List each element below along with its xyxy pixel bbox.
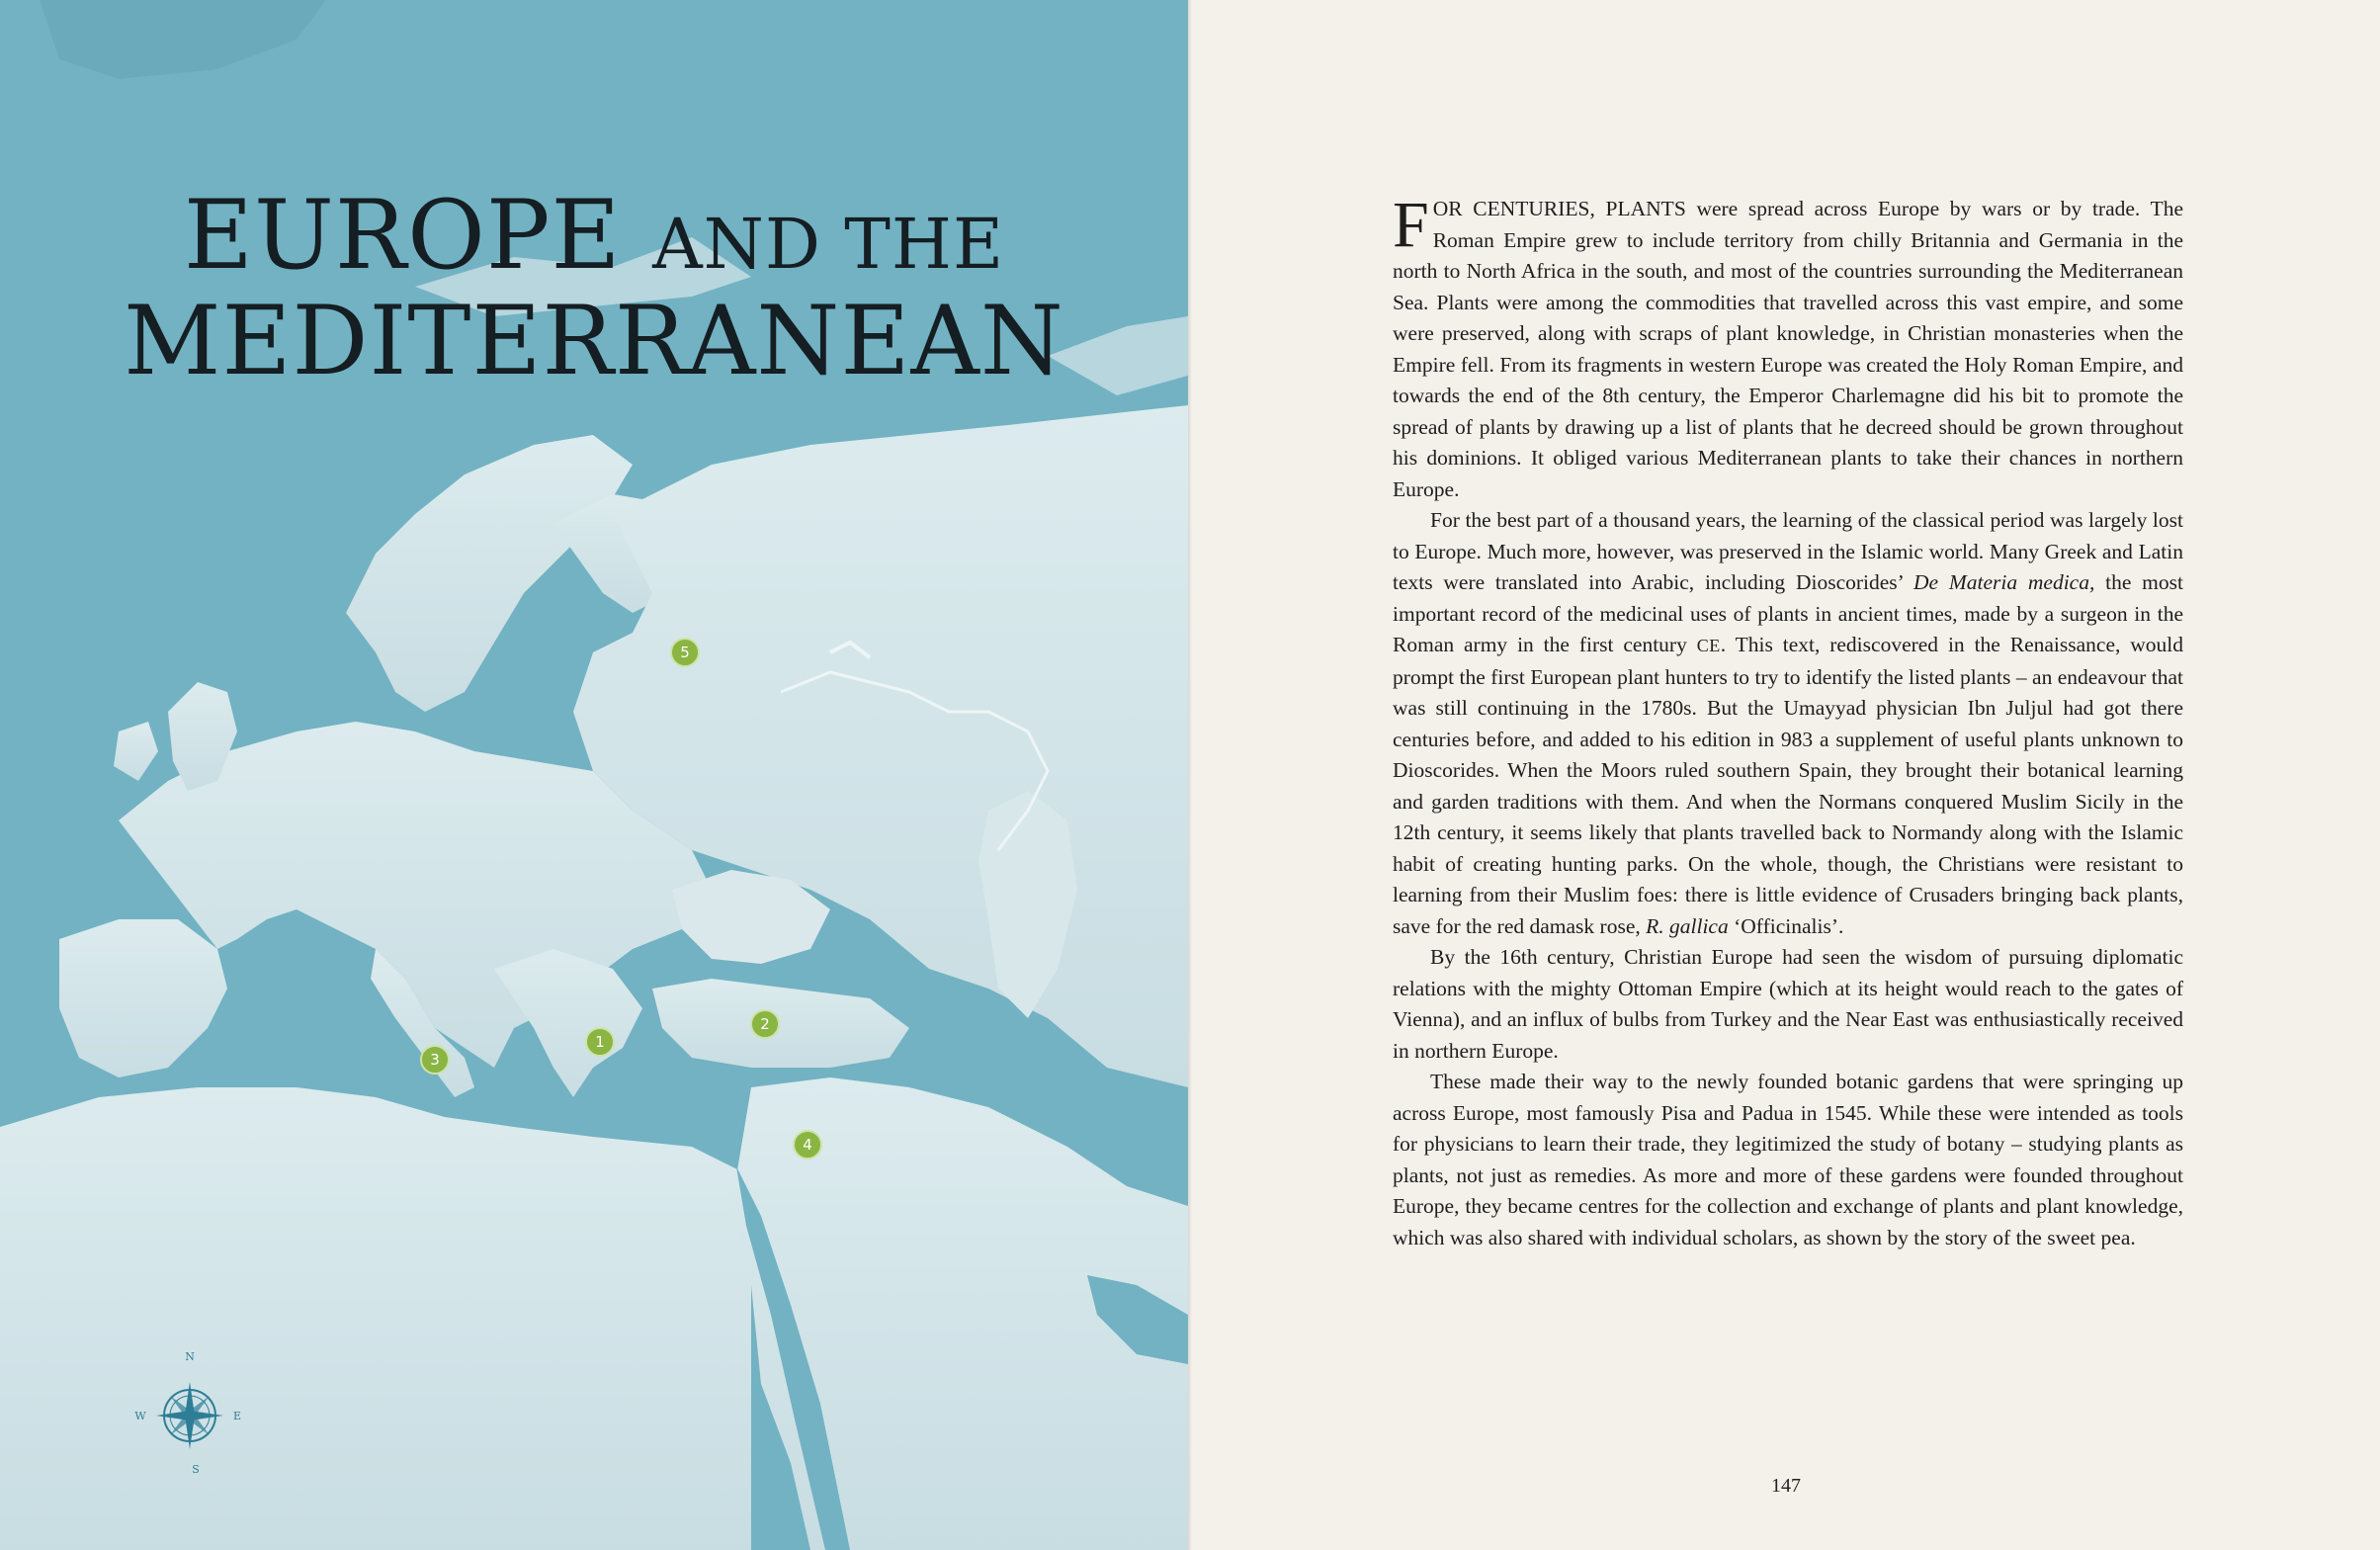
paragraph-2-part-b: the most important record of the medicinal uses of plants in ancient times, made by a surgeon in the Roman army in the first century [1393,570,2183,656]
book-title-italic: De Materia medica, [1913,570,2095,594]
era-abbreviation: CE [1696,636,1721,655]
text-page [1192,0,2380,1550]
map-marker-3: 3 [420,1045,450,1075]
page-title [0,180,1188,396]
map-marker-1: 1 [585,1027,615,1057]
map-marker-5: 5 [670,638,700,667]
paragraph-1 [1393,189,2183,505]
map-page [0,0,1188,1550]
paragraph-2 [1393,505,2183,942]
body-text [1393,189,2183,1253]
compass-east-label: E [232,1410,242,1422]
title-main-word: EUROPE [183,180,622,291]
compass-rose-icon [132,1342,251,1491]
paragraph-1-lead: OR CENTURIES, PLANTS [1432,197,1686,220]
map-marker-2: 2 [750,1009,780,1039]
paragraph-2-part-d: ‘Officinalis’. [1728,913,1844,938]
paragraph-2-part-c: . This text, rediscovered in the Renaissance, would prompt the first European plant hunters to try to identify the listed plants – an endeavour that was still continuing in the 1780s. But the Umayyad physician Ibn Juljul had got there centuries before, and added to his edition in 983 a supplement of useful plants unknown to Dioscorides. When the Moors ruled southern Spain, they brought their botanical learning and garden traditions with them. And when the Normans conquered Muslim Sicily in the 12th century, it seems likely that plants travelled back to Normandy along with the Islamic habit of creating hunting parks. On the whole, though, the Christians were resistant to learning from their Muslim foes: there is little evidence of Crusaders bringing back plants, save for the red damask rose, [1393,633,2183,938]
paragraph-2-part-a: For the best part of a thousand years, the learning of the classical period was largely lost to Europe. Much more, however, was preserved in the Islamic world. Many Greek and Latin texts were translated into Arabic, including Dioscorides’ [1393,508,2183,594]
species-name-italic: R. gallica [1646,913,1729,938]
paragraph-3: By the 16th century, Christian Europe had seen the wisdom of pursuing diplomatic relations with the mighty Ottoman Empire (which at its height would reach to the gates of Vienna), and an influx of bulbs from Turkey and the Near East was enthusiastically received in northern Europe. [1393,945,2183,1063]
title-line-2: MEDITERRANEAN [124,286,1064,396]
drop-cap: F [1393,189,1429,261]
page-number: 147 [1771,1475,1801,1497]
paragraph-1-body: were spread across Europe by wars or by trade. The Roman Empire grew to include territory from chilly Britannia and Germania in the north to North Africa in the south, and most of the countries surrounding the Mediterranean Sea. Plants were among the commodities that travelled across this vast empire, and some were preserved, along with scraps of plant knowledge, in Christian monasteries when the Empire fell. From its fragments in western Europe was created the Holy Roman Empire, and towards the end of the 8th century, the Emperor Charlemagne did his bit to promote the spread of plants by drawing up a list of plants that he decreed should be grown throughout his dominions. It obliged various Mediterranean plants to take their chances in northern Europe. [1393,197,2183,501]
paragraph-4: These made their way to the newly founded botanic gardens that were springing up across Europe, most famously Pisa and Padua in 1545. While these were intended as tools for physicians to learn their trade, they legitimized the study of botany – studying plants as plants, not just as remedies. As more and more of these gardens were founded throughout Europe, they became centres for the collection and exchange of plants and plant knowledge, which was also shared with individual scholars, as shown by the story of the sweet pea. [1393,1070,2183,1249]
compass-north-label: N [185,1350,195,1363]
compass-west-label: W [134,1410,146,1422]
map-marker-4: 4 [793,1130,822,1160]
title-connector: AND THE [652,204,1005,285]
compass-south-label: S [192,1463,200,1476]
